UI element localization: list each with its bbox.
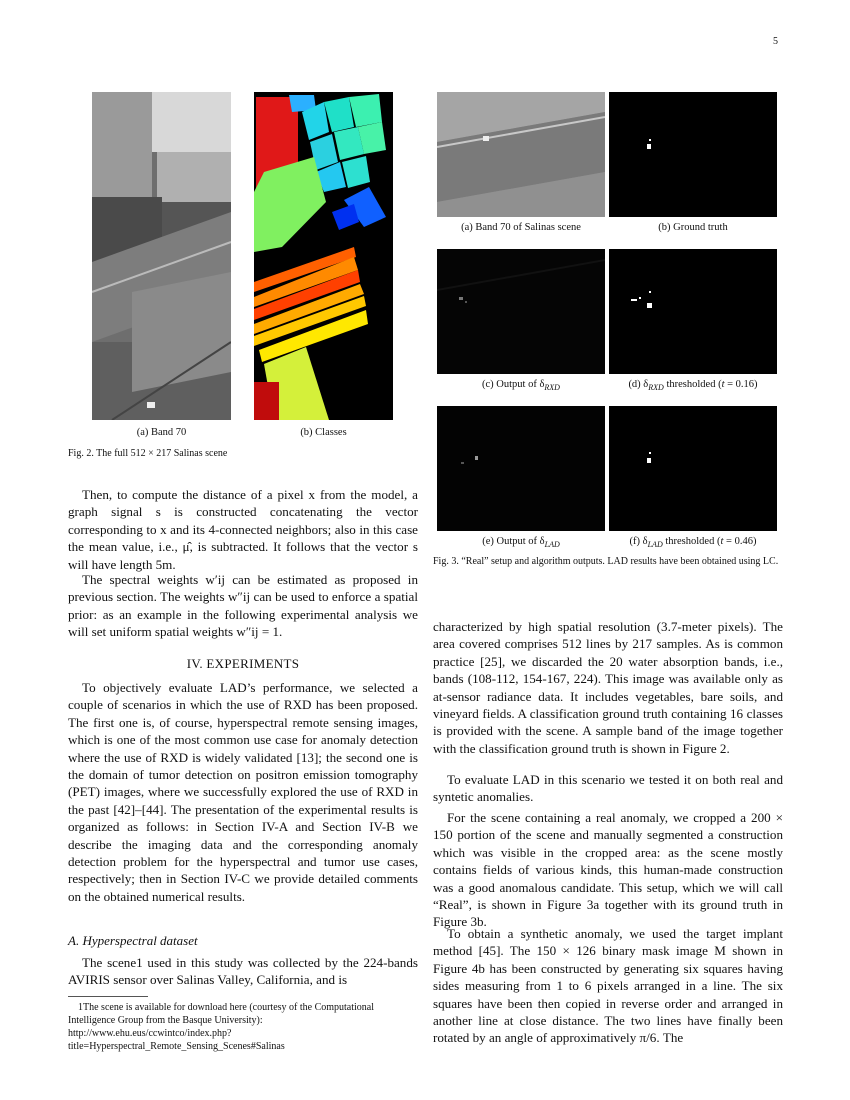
right-paragraph-3: For the scene containing a real anomaly, we cropped a 200 × 150 portion of the scene and manually segmented a construction which was visible in the cropped area: as the scene mostly contains fields of various kinds, this human-made construction was a good anomalous candidate. This setup, which we will call “Real”, is shown in Figure 3a together with its ground truth in Figure 3b. — [433, 810, 783, 930]
fig2-band70-image — [92, 92, 231, 420]
footnote: 1The scene is available for download here (courtesy of the Computational Intelligence Group from the Basque University): http://www.ehu.eus/ccwintco/index.php?title=Hyperspectral_Remote_Sensing_Scenes#Salinas — [68, 1002, 375, 1052]
fig2-classes-image — [254, 92, 393, 420]
right-paragraph-2: To evaluate LAD in this scenario we tested it on both real and syntetic anomalies. — [433, 772, 783, 805]
fig2-subcaption-a: (a) Band 70 — [136, 427, 187, 438]
right-paragraph-1: characterized by high spatial resolution (3.7-meter pixels). The area covered comprises 512 lines by 217 samples. As is common practice [25], we discarded the 20 water absorption bands, i.e., bands (108-112, 154-167, 224). This image was available only as at-sensor radiance data. It includes vegetables, bare soils, and vineyard fields. A classification ground truth containing 16 classes is provided with the scene. A sample band of the image together with the classification ground truth is shown in Figure 2. — [433, 619, 783, 756]
fig3-subcaption-e: (e) Output of $\delta_{LAD}$ — [482, 536, 560, 550]
fig3d-rxd-thresholded-image — [609, 249, 777, 374]
left-paragraph-1: Then, to compute the distance of a pixel x from the model, a graph signal s is constructed concatenating the vector corresponding to x and its 4-connected neighbors; also in this case the mean value, i.e., μ̂, is subtracted. It follows that the vector s will have length 5m. — [68, 487, 418, 572]
fig3-subcaption-b: (b) Ground truth — [658, 222, 728, 233]
footnote-rule — [68, 996, 148, 997]
fig2-subcaption-b: (b) Classes — [300, 427, 347, 438]
fig3-subcaption-f: (f) $\delta_{LAD}$ thresholded (t = 0.46) — [629, 536, 757, 550]
fig2-caption: Fig. 2. The full 512 × 217 Salinas scene — [68, 448, 228, 459]
fig3e-lad-output-image — [437, 406, 605, 531]
fig3f-lad-thresholded-image — [609, 406, 777, 531]
subsection-title-hyperspectral: A. Hyperspectral dataset — [68, 933, 198, 948]
fig3-subcaption-d: (d) $\delta_{RXD}$ thresholded (t = 0.16) — [628, 379, 758, 393]
fig3b-ground-truth-image — [609, 92, 777, 217]
right-paragraph-4: To obtain a synthetic anomaly, we used the target implant method [45]. The 150 × 126 binary mask image M shown in Figure 4b has been constructed by generating six squares having sides measuring from 1 to 6 pixels arranged in a line. The six squares have been then copied in reverse order and arranged in another line at close distance. The two lines have finally been rotated by an angle of approximatively π/6. The — [433, 926, 783, 1046]
fig3c-rxd-output-image — [437, 249, 605, 374]
left-paragraph-3: To objectively evaluate LAD’s performance, we selected a couple of scenarios in which the use of RXD has been proposed. The first one is, of course, hyperspectral remote sensing images, which is one of the most common use case for anomaly detection where the use of RXD is widely validated [13]; the second one is the domain of tumor detection on positron emission tomography (PET) images, where we successfully explored the use of RXD in the past [42]–[44]. The presentation of the experimental results is organized as follows: in Section IV-A and Section IV-B we describe the imaging data and the corresponding anomaly detection problem for the hyperspectral and tumor use cases, respectively; then in Section IV-C we provide detailed comments on the obtained numerical results. — [68, 680, 418, 904]
fig3a-band70-image — [437, 92, 605, 217]
left-paragraph-2: The spectral weights w′ij can be estimated as proposed in previous section. The weights w″ij can be used to enforce a spatial prior: as an example in the following experimental analysis we will set uniform spatial weights w″ij = 1. — [68, 572, 418, 640]
page-number: 5 — [773, 36, 778, 47]
fig3-subcaption-a: (a) Band 70 of Salinas scene — [461, 222, 581, 233]
left-paragraph-4: The scene1 used in this study was collected by the 224-bands AVIRIS sensor over Salinas Valley, California, and is — [68, 955, 418, 988]
fig3-subcaption-c: (c) Output of $\delta_{RXD}$ — [482, 379, 560, 393]
fig3-caption: Fig. 3. “Real” setup and algorithm outputs. LAD results have been obtained using LC. — [433, 556, 779, 567]
section-title-experiments: IV. EXPERIMENTS — [186, 656, 300, 671]
